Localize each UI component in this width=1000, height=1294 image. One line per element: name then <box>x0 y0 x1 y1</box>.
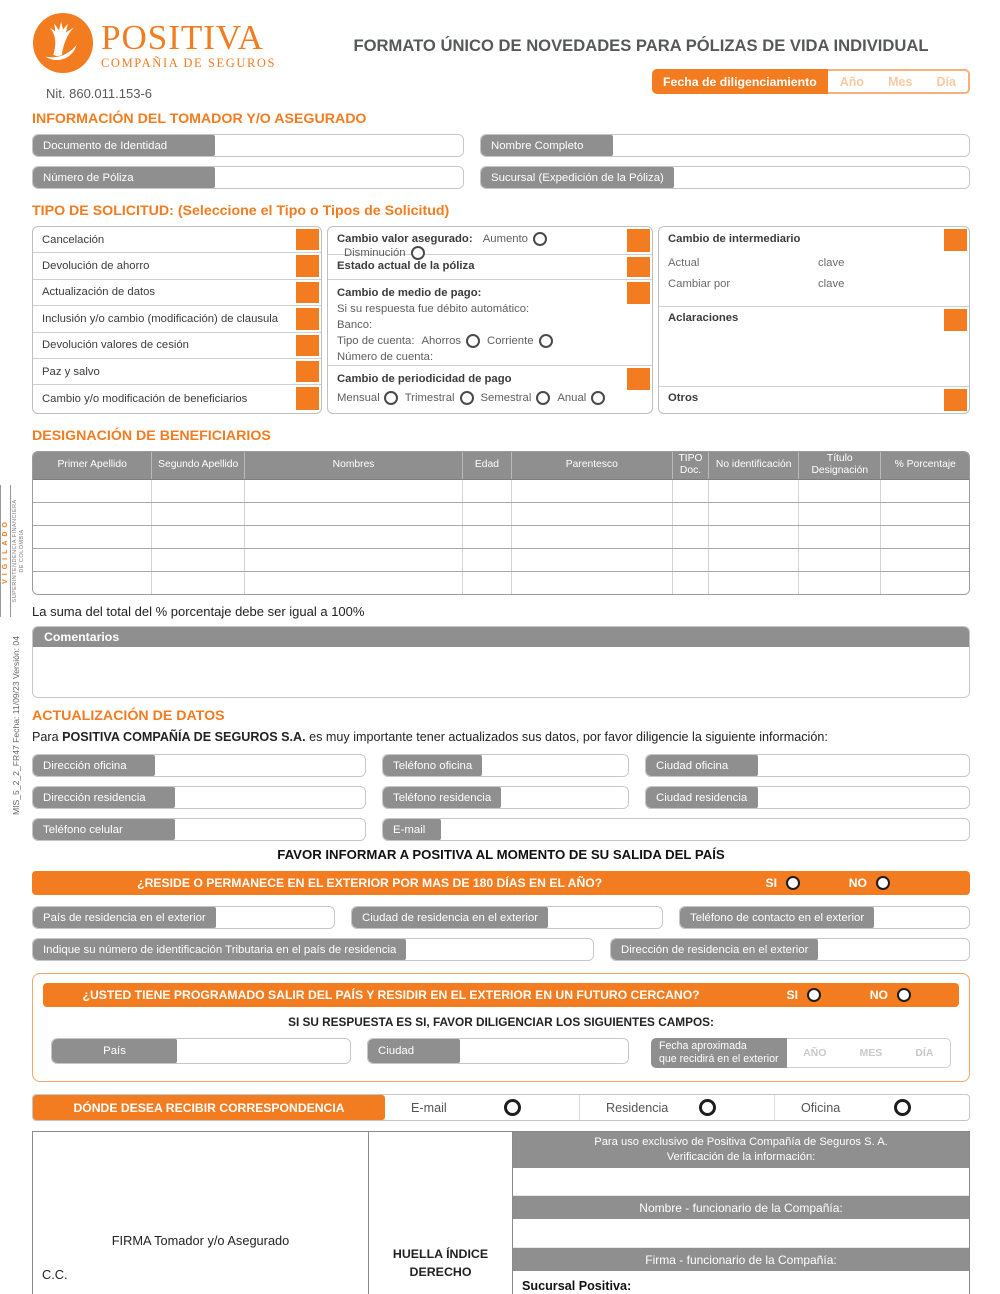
telefono-residencia-label: Teléfono residencia <box>383 787 501 808</box>
col-segundo-apellido: Segundo Apellido <box>152 452 245 479</box>
tipo-cuenta-label: Tipo de cuenta: <box>337 335 415 347</box>
solicitud-middle-column <box>327 226 653 414</box>
clave-cambiar-label: clave <box>818 278 845 290</box>
devolucion-cesion-label: Devolución valores de cesión <box>42 339 189 352</box>
sucursal-input[interactable] <box>674 167 969 188</box>
beneficiario-cell[interactable] <box>799 525 881 548</box>
checkbox-periodicidad[interactable] <box>627 368 650 390</box>
beneficiario-cell[interactable] <box>463 525 512 548</box>
beneficiario-cell[interactable] <box>881 571 969 594</box>
actualizacion-datos-label: Actualización de datos <box>42 286 156 299</box>
de-colombia-label: DE COLOMBIA <box>19 529 26 573</box>
no-label-2: NO <box>869 988 888 1002</box>
telefono-celular-label: Teléfono celular <box>33 819 175 840</box>
beneficiario-cell[interactable] <box>33 525 152 548</box>
beneficiario-cell[interactable] <box>709 548 799 571</box>
row-medio-pago <box>328 280 652 366</box>
section-title-tomador: INFORMACIÓN DEL TOMADOR Y/O ASEGURADO <box>32 111 367 127</box>
mensual-label: Mensual <box>337 392 380 404</box>
paz-salvo-label: Paz y salvo <box>42 365 100 378</box>
intro-bold: POSITIVA COMPAÑÍA DE SEGUROS S.A. <box>62 730 306 744</box>
beneficiario-cell[interactable] <box>33 571 152 594</box>
identificacion-tributaria-label: Indique su número de identificación Tributaria en el país de residencia <box>33 939 406 960</box>
pregunta-futuro-exterior-label: ¿USTED TIENE PROGRAMADO SALIR DEL PAÍS Y RESIDIR EN EL EXTERIOR EN UN FUTURO CERCANO? <box>82 988 700 1002</box>
dia-label: Día <box>936 74 956 89</box>
beneficiario-cell[interactable] <box>152 548 245 571</box>
actual-label: Actual <box>668 257 700 269</box>
si-label: SI <box>765 876 777 890</box>
checkbox-cambio-valor[interactable] <box>627 229 650 252</box>
anio-label-2: AÑO <box>803 1047 827 1059</box>
anio-label: Año <box>839 74 865 89</box>
field-telefono-residencia <box>382 786 629 809</box>
ciudad-futuro-input[interactable] <box>460 1039 628 1063</box>
opcion-email <box>385 1095 579 1120</box>
row-otros <box>659 387 969 413</box>
documento-identidad-label: Documento de Identidad <box>33 135 215 156</box>
uso-exclusivo-panel <box>513 1132 969 1294</box>
field-direccion-exterior <box>610 938 970 961</box>
checkbox-actualizacion-datos[interactable] <box>296 282 319 303</box>
beneficiario-cell[interactable] <box>33 479 152 502</box>
beneficiario-cell[interactable] <box>152 571 245 594</box>
beneficiario-cell[interactable] <box>152 479 245 502</box>
uso-exclusivo-label: Para uso exclusivo de Positiva Compañía de Seguros S. A. Verificación de la información: <box>513 1132 969 1169</box>
correspondencia-label: DÓNDE DESEA RECIBIR CORRESPONDENCIA <box>33 1095 385 1120</box>
radio-anual[interactable] <box>591 391 605 405</box>
col-titulo-designacion: Título Designación <box>799 452 881 479</box>
opcion-oficina <box>774 1095 969 1120</box>
row-devolucion-cesion <box>33 333 321 359</box>
checkbox-devolucion-cesion[interactable] <box>296 335 319 356</box>
medio-pago-line1: Si su respuesta fue débito automático: <box>337 303 530 315</box>
intro-prefix: Para <box>32 730 63 744</box>
oficina-opcion-label: Oficina <box>801 1100 841 1115</box>
nombre-completo-input[interactable] <box>613 135 969 156</box>
beneficiario-row <box>33 571 969 594</box>
nombre-completo-label: Nombre Completo <box>481 135 613 156</box>
logo-block <box>32 12 292 101</box>
huella-area[interactable] <box>369 1132 513 1294</box>
radio-ahorros[interactable] <box>466 334 480 348</box>
telefono-residencia-input[interactable] <box>501 787 628 808</box>
section-title-actualizacion: ACTUALIZACIÓN DE DATOS <box>32 708 225 724</box>
row-devolucion-ahorro <box>33 253 321 279</box>
checkbox-medio-pago[interactable] <box>627 282 650 304</box>
cancelacion-label: Cancelación <box>42 233 105 246</box>
si-label-2: SI <box>786 988 798 1002</box>
beneficiario-cell[interactable] <box>511 525 672 548</box>
beneficiario-cell[interactable] <box>672 548 709 571</box>
devolucion-ahorro-label: Devolución de ahorro <box>42 260 150 273</box>
vigilado-block <box>0 485 28 617</box>
telefono-celular-input[interactable] <box>175 819 365 840</box>
semestral-label: Semestral <box>480 392 532 404</box>
beneficiario-cell[interactable] <box>245 525 463 548</box>
beneficiario-cell[interactable] <box>799 548 881 571</box>
radio-si-exterior[interactable] <box>786 876 800 890</box>
fecha-date-input[interactable] <box>828 69 970 94</box>
no-label: NO <box>848 876 867 890</box>
fecha-chip-label: Fecha de diligenciamiento <box>652 69 828 94</box>
field-telefono-oficina <box>382 754 629 777</box>
telefono-oficina-label: Teléfono oficina <box>383 755 482 776</box>
telefono-oficina-input[interactable] <box>482 755 628 776</box>
form-code-label: MIS_5_2_2_FR47 Fecha: 11/09/23 Versión: 04 <box>11 636 21 815</box>
pregunta-futuro-exterior <box>43 983 959 1007</box>
futuro-exterior-box <box>32 973 970 1082</box>
row-paz-salvo <box>33 359 321 385</box>
pais-futuro-input[interactable] <box>177 1039 350 1063</box>
beneficiario-cell[interactable] <box>709 571 799 594</box>
checkbox-paz-salvo[interactable] <box>296 361 319 382</box>
direccion-oficina-label: Dirección oficina <box>33 755 155 776</box>
section-title-beneficiarios: DESIGNACIÓN DE BENEFICIARIOS <box>32 428 271 444</box>
field-identificacion-tributaria <box>32 938 594 961</box>
direccion-exterior-input[interactable] <box>818 939 969 960</box>
beneficiario-cell[interactable] <box>672 502 709 525</box>
fecha-aproximada-label: Fecha aproximada que recidirá en el exterior <box>651 1038 787 1068</box>
row-periodicidad <box>328 366 652 412</box>
brand-subtitle: COMPAÑIA DE SEGUROS <box>101 56 277 70</box>
field-ciudad-residencia <box>645 786 970 809</box>
beneficiario-cell[interactable] <box>672 479 709 502</box>
col-porcentaje: % Porcentaje <box>881 452 969 479</box>
medio-pago-label: Cambio de medio de pago: <box>337 287 482 299</box>
dia-label-2: DÍA <box>915 1047 934 1059</box>
sucursal-label: Sucursal (Expedición de la Póliza) <box>481 167 674 188</box>
checkbox-inclusion-clausula[interactable] <box>296 308 319 329</box>
ahorros-label: Ahorros <box>421 335 462 347</box>
field-email <box>382 818 970 841</box>
radio-aumento[interactable] <box>533 232 547 246</box>
opcion-residencia <box>579 1095 774 1120</box>
field-direccion-oficina <box>32 754 366 777</box>
beneficiario-cell[interactable] <box>881 479 969 502</box>
beneficiario-cell[interactable] <box>511 479 672 502</box>
firma-block <box>32 1131 970 1294</box>
col-parentesco: Parentesco <box>511 452 672 479</box>
header <box>32 0 970 101</box>
firma-tomador-label: FIRMA Tomador y/o Asegurado <box>111 1233 290 1248</box>
beneficiario-cell[interactable] <box>709 502 799 525</box>
beneficiario-cell[interactable] <box>511 502 672 525</box>
col-no-identificacion: No identificación <box>709 452 799 479</box>
field-ciudad-oficina <box>645 754 970 777</box>
beneficiario-cell[interactable] <box>463 571 512 594</box>
section-title-solicitud: TIPO DE SOLICITUD: (Seleccione el Tipo o Tipos de Solicitud) <box>32 203 450 219</box>
checkbox-cancelacion[interactable] <box>296 229 319 250</box>
beneficiario-cell[interactable] <box>463 502 512 525</box>
beneficiario-cell[interactable] <box>672 571 709 594</box>
page-title: FORMATO ÚNICO DE NOVEDADES PARA PÓLIZAS DE VIDA INDIVIDUAL <box>353 36 929 55</box>
solicitud-right-column <box>658 226 970 414</box>
ciudad-exterior-label: Ciudad de residencia en el exterior <box>352 907 548 928</box>
nombre-funcionario-label: Nombre - funcionario de la Compañía: <box>513 1196 969 1220</box>
brand-name: POSITIVA <box>101 18 264 57</box>
ciudad-exterior-input[interactable] <box>548 907 662 928</box>
beneficiario-cell[interactable] <box>672 525 709 548</box>
ciudad-oficina-label: Ciudad oficina <box>646 755 758 776</box>
correspondencia-row <box>32 1094 970 1121</box>
salida-aviso: FAVOR INFORMAR A POSITIVA AL MOMENTO DE SU SALIDA DEL PAÍS <box>277 847 725 862</box>
beneficiario-cell[interactable] <box>709 479 799 502</box>
beneficiario-cell[interactable] <box>33 502 152 525</box>
radio-no-exterior[interactable] <box>876 876 890 890</box>
ciudad-oficina-input[interactable] <box>758 755 969 776</box>
beneficiario-cell[interactable] <box>245 479 463 502</box>
row-cancelacion <box>33 227 321 253</box>
comentarios-label: Comentarios <box>33 627 969 647</box>
radio-correspondencia-email[interactable] <box>504 1099 521 1116</box>
email-opcion-label: E-mail <box>411 1100 447 1115</box>
radio-correspondencia-residencia[interactable] <box>699 1099 716 1116</box>
direccion-residencia-input[interactable] <box>175 787 365 808</box>
periodicidad-label: Cambio de periodicidad de pago <box>337 373 512 385</box>
comentarios-input[interactable] <box>33 647 969 697</box>
banco-label: Banco: <box>337 319 373 331</box>
beneficiario-cell[interactable] <box>245 571 463 594</box>
telefono-exterior-label: Teléfono de contacto en el exterior <box>680 907 874 928</box>
firma-area[interactable] <box>33 1132 369 1294</box>
row-cambio-valor-asegurado <box>328 227 652 259</box>
aumento-label: Aumento <box>482 233 528 245</box>
col-nombres: Nombres <box>245 452 463 479</box>
beneficiario-cell[interactable] <box>709 525 799 548</box>
pais-futuro-label: País <box>52 1039 177 1063</box>
col-primer-apellido: Primer Apellido <box>33 452 152 479</box>
direccion-oficina-input[interactable] <box>155 755 365 776</box>
firma-funcionario-label: Firma - funcionario de la Compañía: <box>513 1248 969 1272</box>
telefono-exterior-input[interactable] <box>874 907 969 928</box>
radio-semestral[interactable] <box>536 391 550 405</box>
cambio-beneficiarios-label: Cambio y/o modificación de beneficiarios <box>42 392 248 405</box>
cambiar-por-label: Cambiar por <box>668 278 731 290</box>
radio-corriente[interactable] <box>539 334 553 348</box>
cambio-valor-label: Cambio valor asegurado: <box>337 233 473 245</box>
superintendencia-label: SUPERINTENDENCIA FINANCIERA <box>12 499 18 603</box>
porcentaje-note: La suma del total del % porcentaje debe ser igual a 100% <box>32 604 365 619</box>
beneficiario-cell[interactable] <box>511 571 672 594</box>
huella-label-1: HUELLA ÍNDICE <box>392 1246 489 1261</box>
checkbox-aclaraciones[interactable] <box>944 309 967 331</box>
comentarios-box <box>32 626 970 698</box>
beneficiario-cell[interactable] <box>245 502 463 525</box>
positiva-swan-icon <box>32 12 94 79</box>
checkbox-estado-poliza[interactable] <box>627 257 650 277</box>
intro-suffix: es muy importante tener actualizados sus datos, por favor diligencie la siguiente información: <box>305 730 828 744</box>
field-numero-poliza <box>32 166 464 189</box>
documento-identidad-input[interactable] <box>215 135 463 156</box>
solicitud-left-column <box>32 226 322 414</box>
mes-label: Mes <box>888 74 913 89</box>
beneficiario-cell[interactable] <box>881 525 969 548</box>
aclaraciones-label: Aclaraciones <box>668 312 739 324</box>
row-cambio-intermediario <box>659 227 969 307</box>
field-direccion-residencia <box>32 786 366 809</box>
beneficiario-row <box>33 525 969 548</box>
nit-label: Nit. 860.011.153-6 <box>46 86 152 101</box>
col-edad: Edad <box>463 452 512 479</box>
pais-exterior-input[interactable] <box>216 907 334 928</box>
inclusion-clausula-label: Inclusión y/o cambio (modificación) de clausula <box>42 312 279 325</box>
numero-poliza-input[interactable] <box>215 167 463 188</box>
row-aclaraciones <box>659 307 969 387</box>
email-input[interactable] <box>441 819 969 840</box>
field-ciudad-exterior <box>351 906 663 929</box>
beneficiario-cell[interactable] <box>881 548 969 571</box>
beneficiario-cell[interactable] <box>152 525 245 548</box>
identificacion-tributaria-input[interactable] <box>406 939 593 960</box>
verificacion-input[interactable] <box>513 1169 969 1196</box>
estado-poliza-label: Estado actual de la póliza <box>337 260 475 272</box>
field-documento-identidad <box>32 134 464 157</box>
instruccion-campos: SI SU RESPUESTA ES SI, FAVOR DILIGENCIAR LOS SIGUIENTES CAMPOS: <box>288 1015 714 1029</box>
field-telefono-exterior <box>679 906 970 929</box>
trimestral-label: Trimestral <box>404 392 455 404</box>
clave-actual-label: clave <box>818 257 845 269</box>
pregunta-exterior-180-label: ¿RESIDE O PERMANECE EN EL EXTERIOR POR MAS DE 180 DÍAS EN EL AÑO? <box>137 876 603 890</box>
beneficiario-cell[interactable] <box>463 548 512 571</box>
beneficiario-cell[interactable] <box>799 502 881 525</box>
ciudad-residencia-input[interactable] <box>758 787 969 808</box>
actualizacion-intro <box>32 730 970 744</box>
row-cambio-beneficiarios <box>33 385 321 411</box>
field-pais-exterior <box>32 906 335 929</box>
huella-label-2: DERECHO <box>409 1265 472 1280</box>
radio-mensual[interactable] <box>384 391 398 405</box>
checkbox-intermediario[interactable] <box>944 229 967 251</box>
ciudad-futuro-label: Ciudad <box>368 1039 460 1063</box>
disminucion-label: Disminución <box>344 247 406 259</box>
field-ciudad-futuro <box>367 1038 629 1064</box>
ciudad-residencia-label: Ciudad residencia <box>646 787 758 808</box>
radio-correspondencia-oficina[interactable] <box>894 1099 911 1116</box>
checkbox-devolucion-ahorro[interactable] <box>296 255 319 276</box>
nombre-funcionario-input[interactable] <box>513 1220 969 1248</box>
beneficiario-cell[interactable] <box>881 502 969 525</box>
email-label: E-mail <box>383 819 441 840</box>
fecha-diligenciamiento <box>652 69 970 94</box>
residencia-opcion-label: Residencia <box>606 1100 669 1115</box>
row-actualizacion-datos <box>33 280 321 306</box>
beneficiario-cell[interactable] <box>463 479 512 502</box>
field-pais-futuro <box>51 1038 351 1064</box>
fecha-aproximada-exterior <box>651 1038 951 1068</box>
row-estado-poliza <box>328 255 652 280</box>
radio-si-futuro[interactable] <box>807 988 821 1002</box>
beneficiario-cell[interactable] <box>511 548 672 571</box>
otros-label: Otros <box>668 392 699 404</box>
beneficiario-row <box>33 502 969 525</box>
numero-cuenta-label: Número de cuenta: <box>337 351 434 363</box>
row-inclusion-clausula <box>33 306 321 332</box>
radio-trimestral[interactable] <box>460 391 474 405</box>
vigilado-label: VIGILADO <box>0 485 11 617</box>
numero-poliza-label: Número de Póliza <box>33 167 215 188</box>
corriente-label: Corriente <box>487 335 534 347</box>
mes-label-2: MES <box>859 1047 883 1059</box>
direccion-exterior-label: Dirección de residencia en el exterior <box>611 939 818 960</box>
col-tipo-doc: TIPO Doc. <box>672 452 709 479</box>
beneficiario-cell[interactable] <box>799 479 881 502</box>
beneficiario-row <box>33 548 969 571</box>
beneficiarios-table <box>32 451 970 595</box>
cc-label: C.C. <box>42 1267 68 1282</box>
beneficiario-cell[interactable] <box>799 571 881 594</box>
beneficiario-cell[interactable] <box>245 548 463 571</box>
checkbox-otros[interactable] <box>944 389 967 411</box>
pregunta-exterior-180 <box>32 871 970 895</box>
beneficiario-row <box>33 479 969 502</box>
sucursal-positiva-label[interactable]: Sucursal Positiva: <box>513 1272 969 1294</box>
anual-label: Anual <box>557 392 587 404</box>
field-telefono-celular <box>32 818 366 841</box>
pais-exterior-label: País de residencia en el exterior <box>33 907 216 928</box>
radio-no-futuro[interactable] <box>897 988 911 1002</box>
intermediario-label: Cambio de intermediario <box>668 233 801 245</box>
beneficiario-cell[interactable] <box>152 502 245 525</box>
field-sucursal <box>480 166 970 189</box>
checkbox-cambio-beneficiarios[interactable] <box>296 387 319 409</box>
fecha-aproximada-input[interactable] <box>787 1038 951 1068</box>
field-nombre-completo <box>480 134 970 157</box>
beneficiario-cell[interactable] <box>33 548 152 571</box>
direccion-residencia-label: Dirección residencia <box>33 787 175 808</box>
